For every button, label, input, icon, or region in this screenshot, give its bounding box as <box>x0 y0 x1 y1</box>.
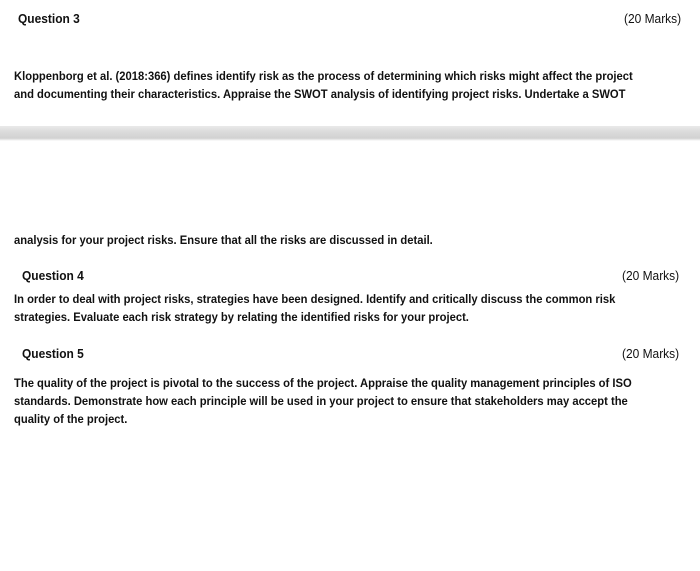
question-5-line-1: The quality of the project is pivotal to the success of the project. Appraise the quality management principles of ISO <box>14 376 632 390</box>
question-5-text <box>14 374 632 428</box>
question-4-marks: (20 Marks) <box>621 268 679 283</box>
question-5-title: Question 5 <box>22 346 84 361</box>
question-5-line-3: quality of the project. <box>14 412 128 426</box>
page-break-divider <box>0 126 700 138</box>
question-3-title: Question 3 <box>18 11 80 26</box>
question-4-line-1: In order to deal with project risks, strategies have been designed. Identify and critically discuss the common risk <box>14 292 616 306</box>
question-3-marks: (20 Marks) <box>623 11 681 26</box>
question-3-continuation: analysis for your project risks. Ensure that all the risks are discussed in detail. <box>14 233 433 247</box>
question-5-line-2: standards. Demonstrate how each principle will be used in your project to ensure that stakeholders may accept the <box>14 394 628 408</box>
question-4-title: Question 4 <box>22 268 84 283</box>
question-4-line-2: strategies. Evaluate each risk strategy by relating the identified risks for your project. <box>14 310 469 324</box>
question-3-line-1: Kloppenborg et al. (2018:366) defines identify risk as the process of determining which risks might affect the project <box>14 69 633 83</box>
question-3-line-2: and documenting their characteristics. Appraise the SWOT analysis of identifying project risks. Undertake a SWOT <box>14 87 626 101</box>
question-4-text <box>14 290 615 326</box>
question-5-marks: (20 Marks) <box>621 346 679 361</box>
page-break-shadow <box>0 138 700 141</box>
question-3-text <box>14 67 633 103</box>
